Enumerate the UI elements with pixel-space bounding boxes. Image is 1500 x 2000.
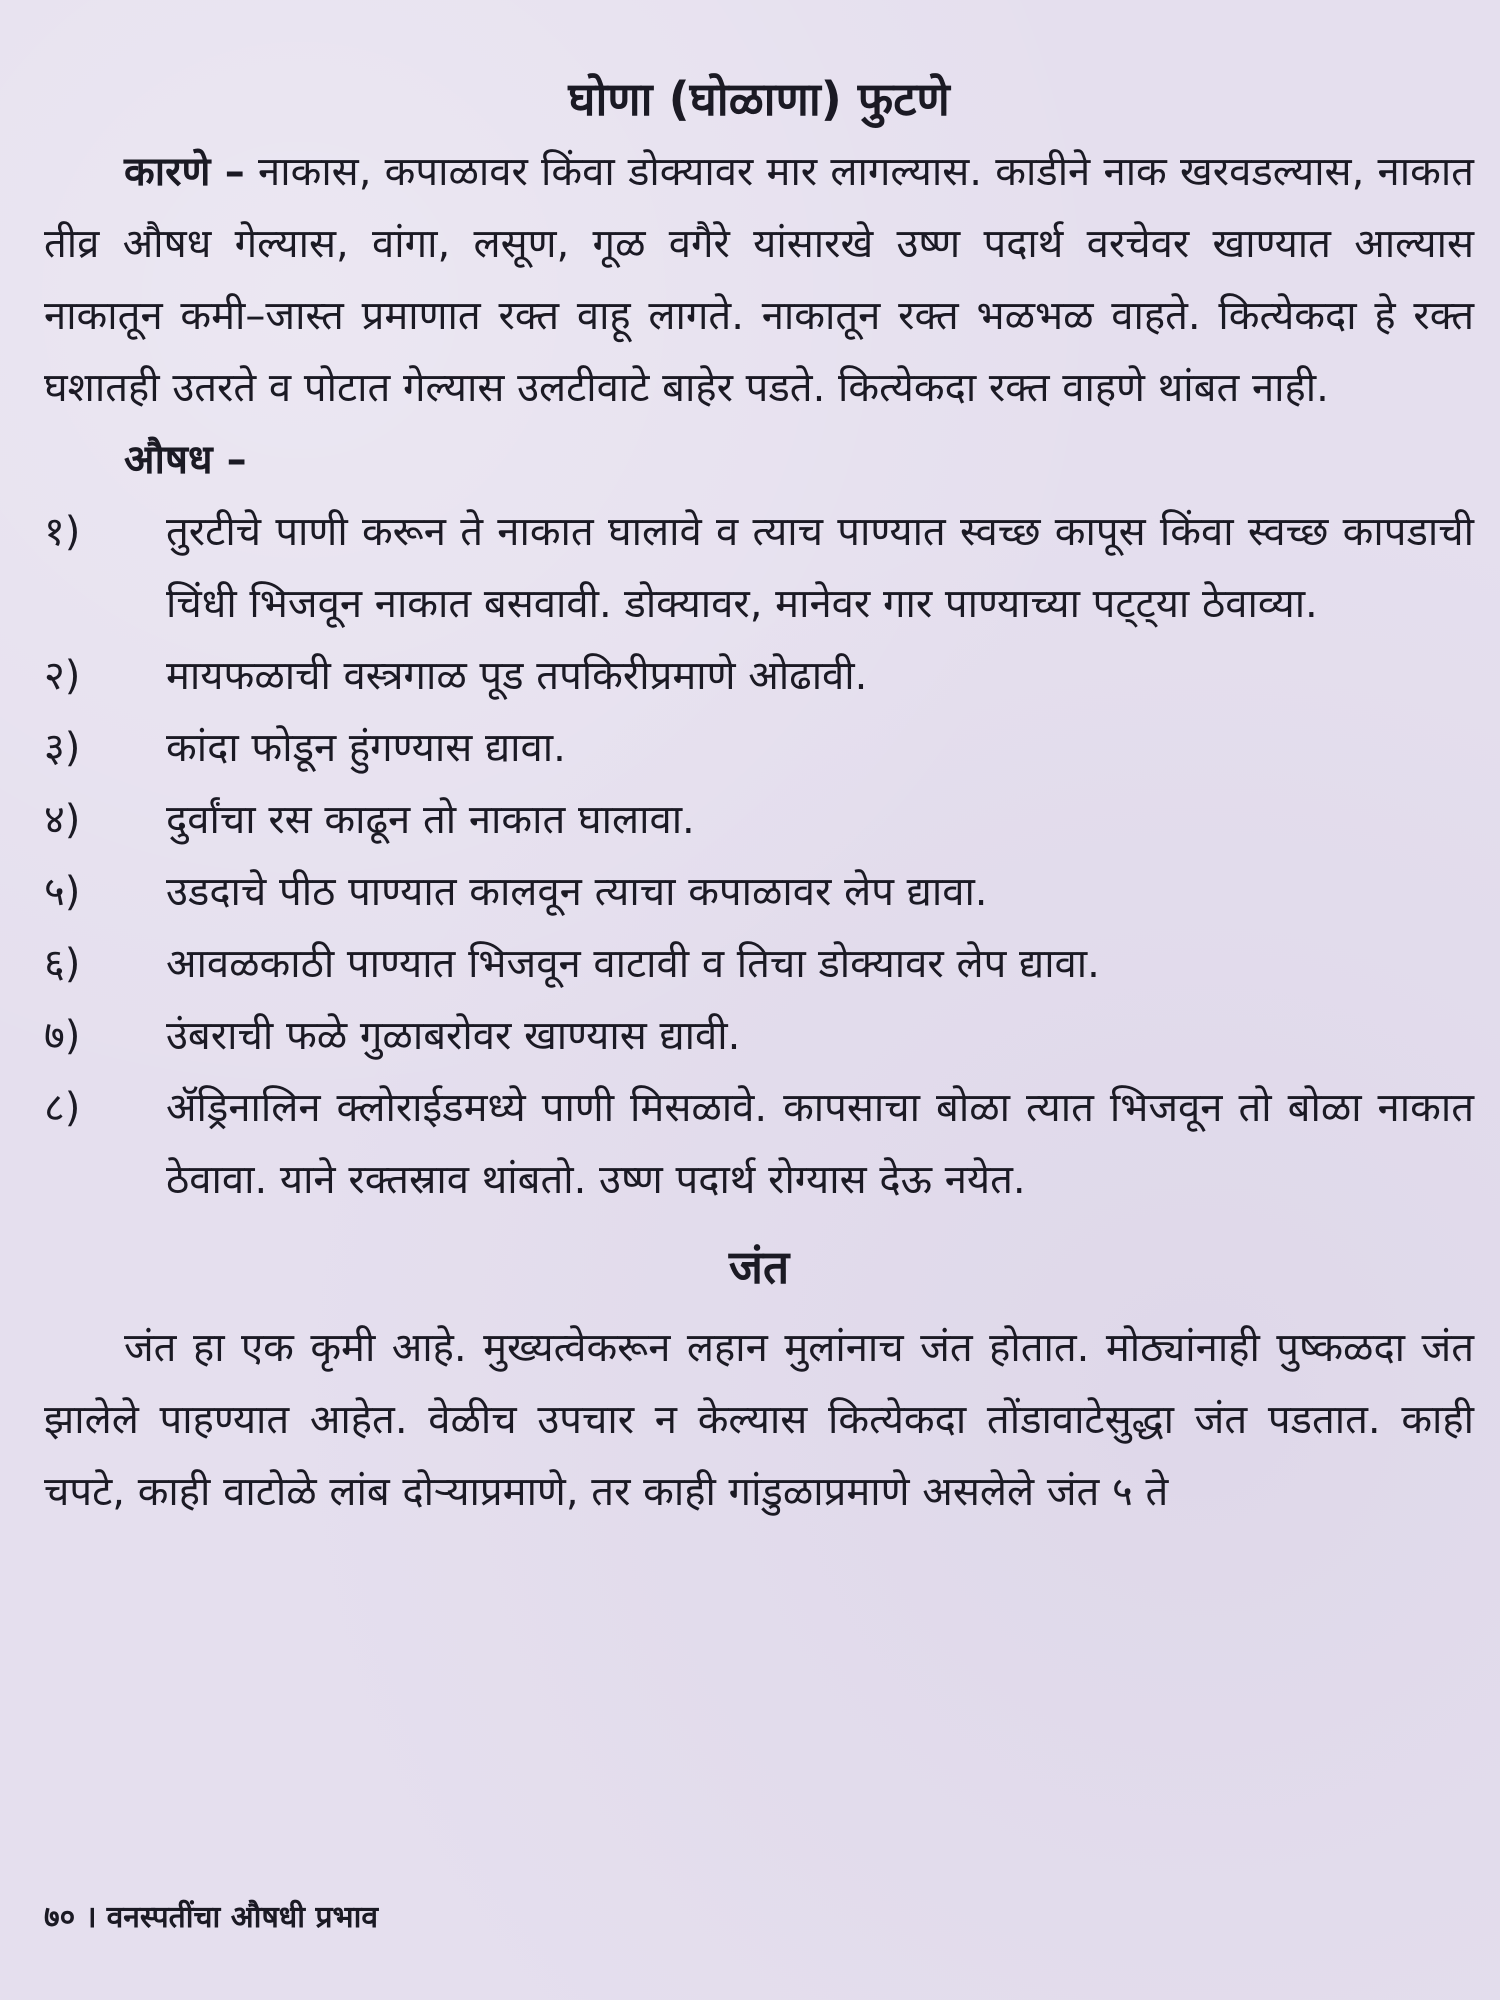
causes-text: नाकास, कपाळावर किंवा डोक्यावर मार लागल्यास. काडीने नाक खरवडल्यास, नाकात तीव्र औषध गेल्यास, वांगा, लसूण, गूळ वगैरे यांसारखे उष्ण पदार्थ वरचेवर खाण्यात आल्यास नाकातून कमी–जास्त प्रमाणात रक्त वाहू लागते. नाकातून रक्त भळभळ वाहते. कित्येकदा हे रक्त घशातही उतरते व पोटात गेल्यास उलटीवाटे बाहेर पडते. कित्येकदा रक्त वाहणे थांबत नाही. [44,149,1474,412]
remedy-text: ॲड्रिनालिन क्लोराईडमध्ये पाणी मिसळावे. कापसाचा बोळा त्यात भिजवून तो बोळा नाकात ठेवावा. याने रक्तस्राव थांबतो. उष्ण पदार्थ रोग्यास देऊ नयेत. [166,1085,1474,1204]
remedy-text: उंबराची फळे गुळाबरोवर खाण्यास द्यावी. [166,1013,741,1060]
remedies-heading: औषध – [124,437,247,484]
page-number: ७० [44,1900,76,1935]
remedy-text: उडदाचे पीठ पाण्यात कालवून त्याचा कपाळावर लेप द्यावा. [166,869,988,916]
remedy-text: आवळकाठी पाण्यात भिजवून वाटावी व तिचा डोक्यावर लेप द्यावा. [166,941,1100,988]
remedy-item [44,640,1474,712]
remedy-item [44,784,1474,856]
causes-paragraph [44,136,1474,424]
remedy-text: कांदा फोडून हुंगण्यास द्यावा. [166,725,566,772]
remedy-number: ६) [44,941,81,988]
remedy-item [44,928,1474,1000]
remedy-item [44,496,1474,640]
causes-label: कारणे – [124,149,245,196]
remedy-item [44,1000,1474,1072]
remedy-number: ७) [44,1013,81,1060]
section-title-worms: जंत [728,1240,790,1295]
remedy-number: १) [44,509,81,556]
remedy-number: २) [44,653,81,700]
remedy-number: ५) [44,869,81,916]
page-title: घोणा (घोळाणा) फुटणे [568,72,950,126]
remedy-list [44,496,1474,1216]
footer-separator: । [85,1900,97,1935]
remedy-number: ४) [44,797,81,844]
remedy-text: मायफळाची वस्त्रगाळ पूड तपकिरीप्रमाणे ओढावी. [166,653,868,700]
page-footer [44,1895,378,1936]
worms-paragraph: जंत हा एक कृमी आहे. मुख्यत्वेकरून लहान मुलांनाच जंत होतात. मोठ्यांनाही पुष्कळदा जंत झालेले पाहण्यात आहेत. वेळीच उपचार न केल्यास कित्येकदा तोंडावाटेसुद्धा जंत पडतात. काही चपटे, काही वाटोळे लांब दोऱ्याप्रमाणे, तर काही गांडुळाप्रमाणे असलेले जंत ५ ते [44,1325,1474,1516]
remedy-number: ८) [44,1085,81,1132]
remedy-item [44,856,1474,928]
book-title: वनस्पतींचा औषधी प्रभाव [106,1900,379,1935]
remedy-item [44,712,1474,784]
remedy-text: दुर्वांचा रस काढून तो नाकात घालावा. [166,797,695,844]
remedy-text: तुरटीचे पाणी करून ते नाकात घालावे व त्याच पाण्यात स्वच्छ कापूस किंवा स्वच्छ कापडाची चिंधी भिजवून नाकात बसवावी. डोक्यावर, मानेवर गार पाण्याच्या पट्ट्या ठेवाव्या. [166,509,1474,628]
remedy-item [44,1072,1474,1216]
remedy-number: ३) [44,725,81,772]
